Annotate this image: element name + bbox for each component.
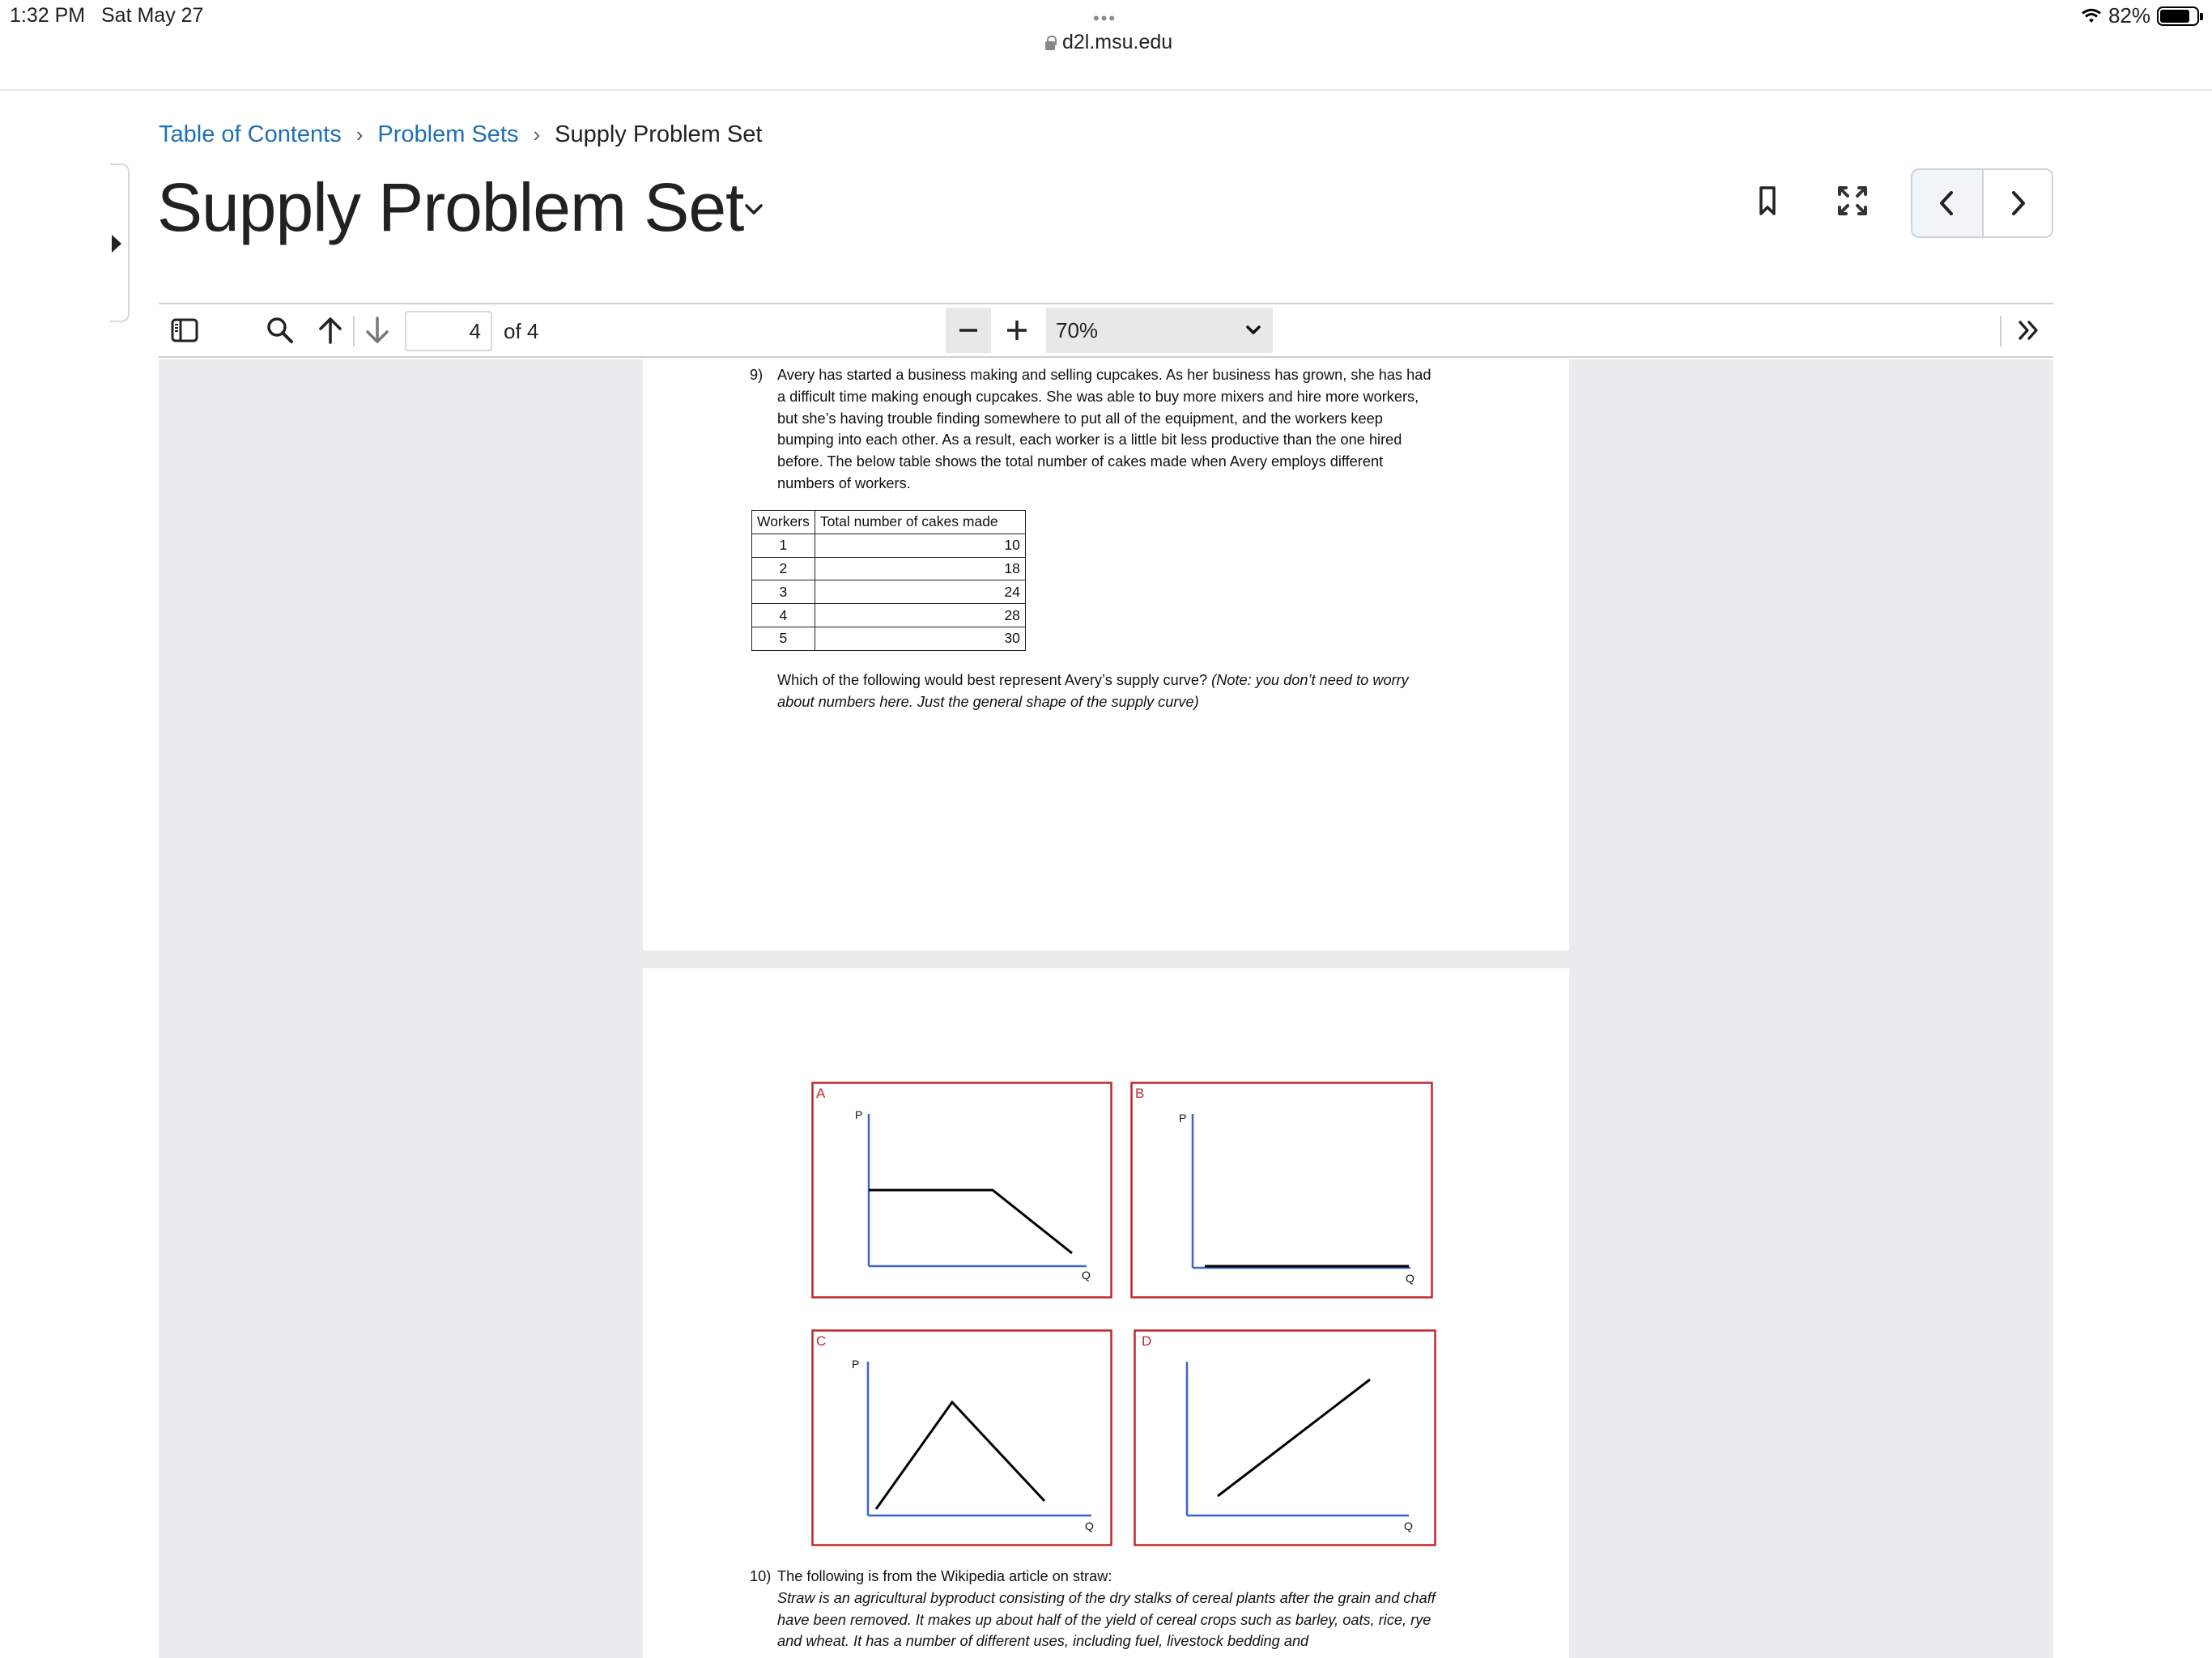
table-cell: 30 — [815, 627, 1025, 650]
chrome-divider — [0, 89, 2212, 91]
pdf-viewer[interactable] — [159, 359, 2053, 1658]
arrow-up-icon — [317, 316, 344, 345]
pdf-page-3 — [643, 359, 1569, 950]
arrow-down-icon — [364, 316, 391, 345]
table-cell: 4 — [752, 604, 815, 627]
status-time: 1:32 PM — [10, 4, 86, 27]
axis-label-q: Q — [1085, 1520, 1094, 1533]
chevron-down-icon[interactable] — [743, 199, 764, 220]
chevron-down-icon — [1245, 324, 1261, 337]
status-date: Sat May 27 — [101, 4, 204, 27]
graph-label: C — [816, 1333, 827, 1349]
table-cell: 24 — [815, 580, 1025, 604]
zoom-out-button[interactable] — [946, 308, 991, 353]
zoom-value: 70% — [1056, 318, 1099, 342]
question-quote: Straw is an agricultural byproduct consisting of the dry stalks of cereal plants after the grain and chaff have been removed. It makes up about half of the yield of cereal crops such as barley, oats, rice, rye and wheat. It has a number of different uses, including fuel, livestock bedding and — [777, 1589, 1436, 1650]
toc-panel-toggle[interactable] — [110, 164, 130, 322]
axis-label-q: Q — [1082, 1269, 1091, 1282]
next-page-button[interactable] — [361, 314, 393, 346]
question-prompt: Which of the following would best represent Avery’s supply curve? — [777, 672, 1212, 688]
page-count: of 4 — [504, 319, 539, 343]
zoom-controls — [946, 308, 1428, 353]
expand-triangle-icon — [112, 235, 121, 253]
question-text: Avery has started a business making and selling cupcakes. As her business has grown, she has had a difficult time making enough cupcakes. She was able to buy more mixers and hire more workers, but she’s having trouble finding somewhere to put all of the equipment, and the workers keep bumping into each other. As a result, each worker is a little bit less productive than the one hired before. The below table shows the total number of cakes made when Avery employs different numbers of workers. — [777, 367, 1431, 491]
table-row — [752, 557, 1026, 580]
graph-label: D — [1142, 1333, 1152, 1349]
breadcrumb-link-toc[interactable]: Table of Contents — [159, 121, 342, 147]
question-9-prompt — [777, 670, 1441, 713]
breadcrumb-separator: › — [355, 122, 364, 147]
breadcrumb — [159, 121, 762, 148]
curve — [1218, 1380, 1370, 1496]
question-number: 9) — [750, 367, 764, 383]
curve — [876, 1402, 1044, 1509]
toolbar-separator — [2000, 316, 2001, 346]
sidebar-toggle-button[interactable] — [168, 314, 201, 346]
lock-icon — [1044, 36, 1056, 50]
url-field[interactable] — [1044, 31, 1172, 54]
graph-d — [1134, 1329, 1436, 1546]
graph-b — [1130, 1082, 1433, 1299]
topic-navigation — [1911, 168, 2053, 238]
table-row — [752, 580, 1026, 604]
plus-icon — [1005, 318, 1029, 342]
url-text: d2l.msu.edu — [1062, 31, 1173, 53]
axis-label-p: P — [852, 1358, 860, 1371]
question-9 — [750, 364, 1441, 495]
table-row — [752, 534, 1026, 557]
battery-percent: 82% — [2108, 3, 2150, 28]
graph-c — [811, 1329, 1112, 1546]
table-header-row — [752, 511, 1026, 534]
table-row — [752, 604, 1026, 627]
page-number-input[interactable]: 4 — [405, 311, 492, 351]
fullscreen-icon[interactable] — [1835, 183, 1870, 219]
axis-label-p: P — [1179, 1112, 1187, 1124]
tab-menu-dots[interactable]: ••• — [1093, 8, 1117, 28]
axis-label-p: P — [855, 1108, 863, 1121]
breadcrumb-current: Supply Problem Set — [555, 121, 763, 147]
graph-label: B — [1135, 1086, 1145, 1101]
status-right — [2081, 3, 2199, 28]
find-button[interactable] — [264, 314, 296, 346]
previous-topic-button[interactable] — [1912, 170, 1982, 236]
chevron-right-icon — [2007, 189, 2028, 217]
battery-icon — [2157, 6, 2199, 26]
table-header: Total number of cakes made — [815, 511, 1025, 534]
pdf-toolbar — [159, 303, 2053, 358]
previous-page-button[interactable] — [314, 314, 347, 346]
question-note: (Note: you don’t need to worry about numbers here. Just the general shape of the supply curve) — [777, 672, 1409, 710]
curve — [869, 1190, 1072, 1253]
wifi-icon — [2081, 8, 2102, 24]
cakes-table — [751, 510, 1026, 651]
zoom-in-button[interactable] — [994, 308, 1040, 353]
zoom-select[interactable] — [1046, 308, 1273, 353]
table-cell: 2 — [752, 557, 815, 580]
breadcrumb-separator: › — [533, 122, 541, 147]
table-row — [752, 627, 1026, 650]
page-title: Supply Problem Set — [157, 169, 744, 245]
toolbar-separator — [353, 316, 355, 346]
graph-label: A — [816, 1086, 826, 1101]
table-cell: 28 — [815, 604, 1025, 627]
axis-label-q: Q — [1404, 1520, 1413, 1533]
sidebar-toggle-icon — [171, 318, 198, 342]
table-cell: 18 — [815, 557, 1025, 580]
axis-label-q: Q — [1406, 1272, 1414, 1285]
bookmark-icon[interactable] — [1750, 183, 1785, 219]
breadcrumb-link-problem-sets[interactable]: Problem Sets — [377, 121, 519, 147]
table-cell: 5 — [752, 627, 815, 650]
question-intro: The following is from the Wikipedia article on straw: — [777, 1568, 1112, 1584]
pdf-page-4 — [643, 968, 1569, 1658]
table-cell: 3 — [752, 580, 815, 604]
minus-icon — [957, 319, 980, 342]
double-chevron-right-icon — [2015, 318, 2043, 342]
question-number: 10) — [750, 1568, 772, 1584]
search-icon — [266, 316, 295, 345]
chevron-left-icon — [1937, 189, 1958, 217]
question-10 — [750, 1566, 1441, 1652]
table-header: Workers — [752, 511, 815, 534]
graph-a — [811, 1082, 1112, 1299]
more-tools-button[interactable] — [2013, 314, 2045, 346]
next-topic-button[interactable] — [1982, 170, 2052, 236]
table-cell: 10 — [815, 534, 1025, 557]
table-cell: 1 — [752, 534, 815, 557]
